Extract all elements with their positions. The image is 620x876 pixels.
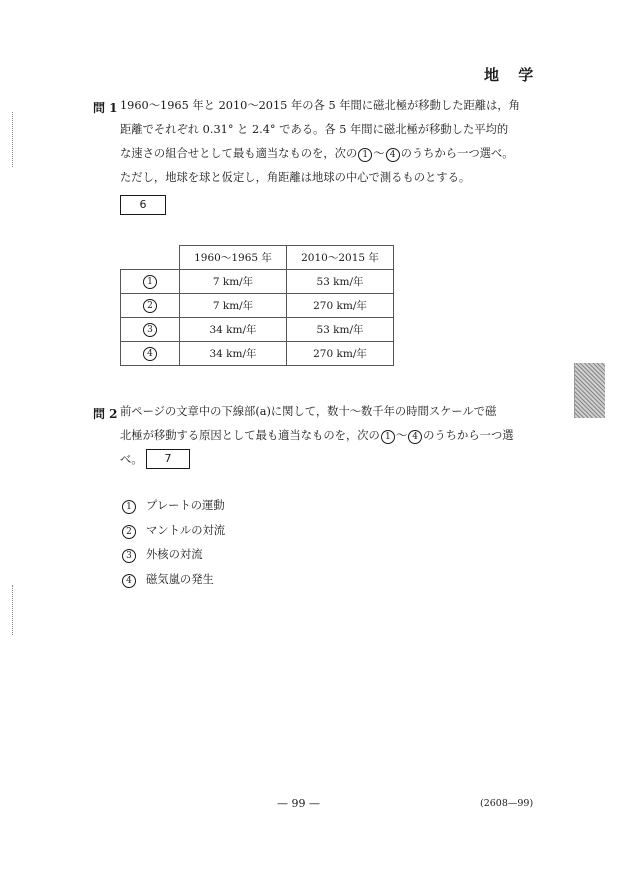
- row-number: [121, 318, 180, 342]
- text-span: な速さの組合せとして最も適当なものを，次の: [120, 147, 358, 160]
- choice-text: 磁気嵐の発生: [146, 573, 214, 586]
- choice-number-circle: 4: [122, 574, 136, 588]
- margin-mark: [12, 585, 13, 635]
- table-corner-cell: [121, 246, 180, 270]
- table-row[interactable]: [121, 294, 394, 318]
- margin-mark: [12, 112, 13, 167]
- question-2-line: 前ページの文章中の下線部(a)に関して，数十～数千年の時間スケールで磁: [120, 405, 497, 418]
- subject-title: 地 学: [484, 66, 541, 84]
- page-number: — 99 —: [277, 797, 320, 810]
- table-cell: 53 km/年: [287, 270, 394, 294]
- choice-text: プレートの運動: [146, 499, 225, 512]
- question-1-line: ただし，地球を球と仮定し，角距離は地球の中心で測るものとする。: [120, 171, 471, 184]
- table-cell: 53 km/年: [287, 318, 394, 342]
- question-1-line: 1960～1965 年と 2010～2015 年の各 5 年間に磁北極が移動した距離は，角: [120, 99, 520, 112]
- speed-table: [120, 245, 394, 366]
- question-1-line: [120, 142, 520, 166]
- row-number: [121, 294, 180, 318]
- choice-number-circle: 1: [381, 430, 395, 444]
- table-row[interactable]: [121, 270, 394, 294]
- table-cell: 270 km/年: [287, 342, 394, 366]
- table-cell: 7 km/年: [180, 270, 287, 294]
- table-cell: 7 km/年: [180, 294, 287, 318]
- column-header: 2010～2015 年: [287, 246, 394, 270]
- question-2-label: 問 2: [93, 407, 118, 421]
- table-cell: 34 km/年: [180, 342, 287, 366]
- choice-number-circle: 3: [143, 323, 157, 337]
- choice-number-circle: 4: [143, 347, 157, 361]
- text-span: 北極が移動する原因として最も適当なものを，次の: [120, 429, 380, 442]
- choice-number-circle: 1: [122, 500, 136, 514]
- text-span: ～: [395, 429, 408, 442]
- side-index-tab: [574, 363, 605, 418]
- row-number: [121, 342, 180, 366]
- choice-number-circle: 4: [386, 148, 400, 162]
- choice-item[interactable]: [121, 522, 225, 539]
- question-1-label: 問 1: [93, 101, 118, 115]
- answer-box-7[interactable]: 7: [146, 449, 190, 469]
- choice-number-circle: 3: [122, 549, 136, 563]
- exam-code: (2608—99): [480, 798, 534, 809]
- column-header: 1960～1965 年: [180, 246, 287, 270]
- choice-item[interactable]: [121, 497, 225, 514]
- text-span: のうちから一つ選べ。: [400, 147, 514, 160]
- text-span: ～: [373, 147, 385, 160]
- table-cell: 270 km/年: [287, 294, 394, 318]
- question-1-line: 距離でそれぞれ 0.31° と 2.4° である。各 5 年間に磁北極が移動した平均的: [120, 123, 509, 136]
- table-row[interactable]: [121, 318, 394, 342]
- question-2-line: べ。: [120, 453, 143, 466]
- choice-number-circle: 1: [358, 148, 372, 162]
- choice-number-circle: 1: [143, 275, 157, 289]
- choice-number-circle: 2: [143, 299, 157, 313]
- choice-item[interactable]: [121, 571, 214, 588]
- choice-number-circle: 2: [122, 525, 136, 539]
- choice-text: 外核の対流: [146, 548, 203, 561]
- table-cell: 34 km/年: [180, 318, 287, 342]
- row-number: [121, 270, 180, 294]
- table-row[interactable]: [121, 342, 394, 366]
- choice-item[interactable]: [121, 546, 203, 563]
- answer-box-6[interactable]: 6: [120, 195, 166, 215]
- table-header-row: [121, 246, 394, 270]
- choice-number-circle: 4: [408, 430, 422, 444]
- question-1-text: [120, 94, 520, 190]
- text-span: のうちから一つ選: [423, 429, 514, 442]
- question-2-line: [120, 424, 514, 448]
- choice-text: マントルの対流: [146, 524, 226, 537]
